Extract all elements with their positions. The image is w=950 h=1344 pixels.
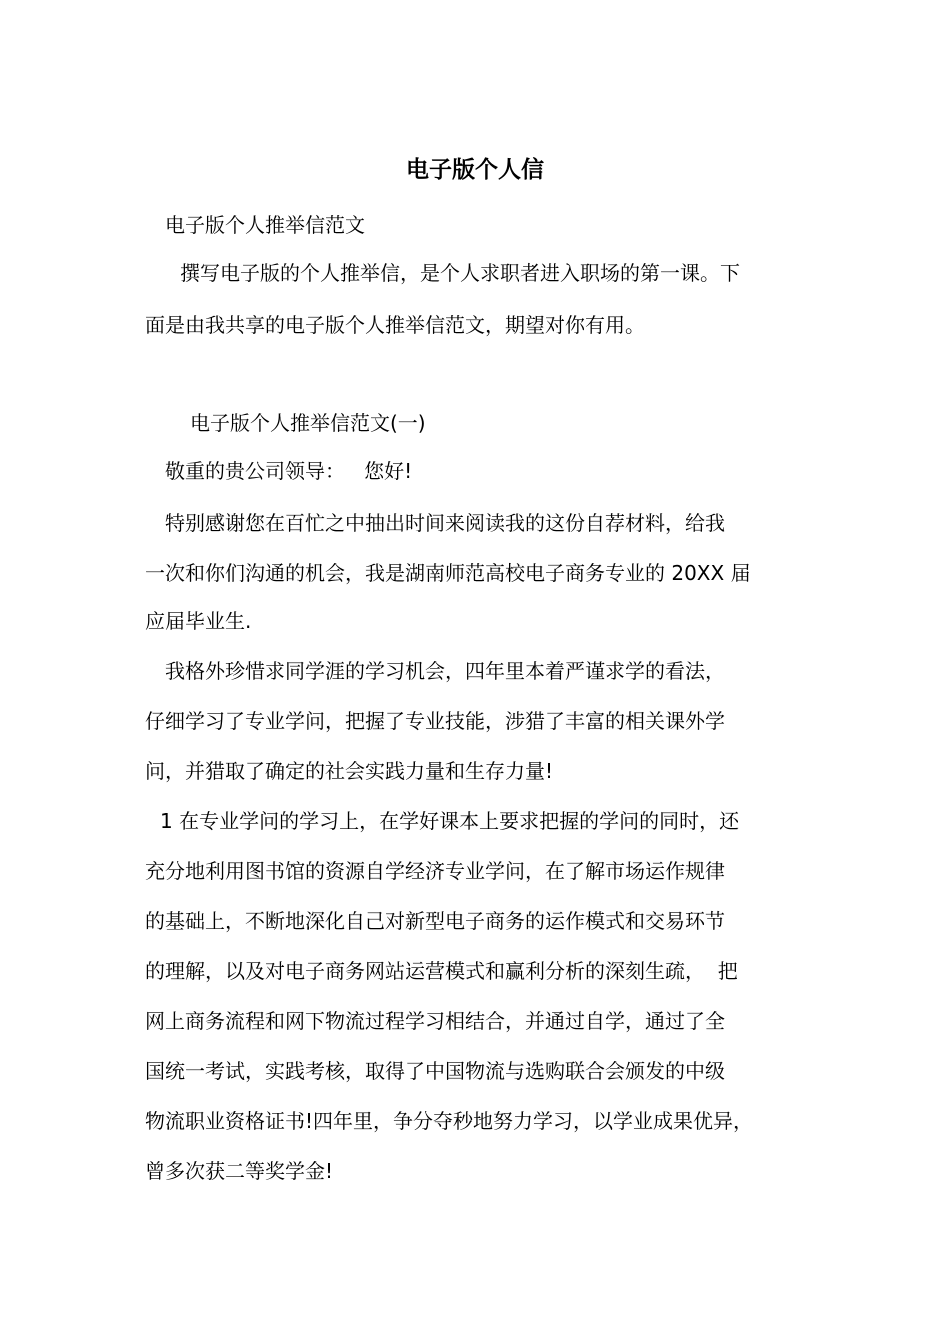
paragraph-line: 我格外珍惜求同学涯的学习机会，四年里本着严谨求学的看法， [165, 659, 725, 683]
section-heading: 电子版个人推举信范文(一) [190, 411, 426, 435]
intro-line: 面是由我共享的电子版个人推举信范文，期望对你有用。 [145, 313, 645, 337]
document-subtitle: 电子版个人推举信范文 [165, 213, 365, 237]
paragraph-line: 特别感谢您在百忙之中抽出时间来阅读我的这份自荐材料，给我 [165, 511, 725, 535]
paragraph-line: 的基础上，不断地深化自己对新型电子商务的运作模式和交易环节 [145, 909, 725, 933]
paragraph-line: 问，并猎取了确定的社会实践力量和生存力量! [145, 759, 554, 783]
paragraph-line: 应届毕业生. [145, 609, 252, 633]
paragraph-line: 国统一考试，实践考核，取得了中国物流与选购联合会颁发的中级 [145, 1059, 725, 1083]
paragraph-line: 充分地利用图书馆的资源自学经济专业学问，在了解市场运作规律 [145, 859, 725, 883]
paragraph-line: 的理解，以及对电子商务网站运营模式和赢利分析的深刻生疏， 把 [145, 959, 738, 983]
paragraph-line: 网上商务流程和网下物流过程学习相结合，并通过自学，通过了全 [145, 1009, 725, 1033]
paragraph-line: 物流职业资格证书!四年里，争分夺秒地努力学习，以学业成果优异， [145, 1109, 754, 1133]
paragraph-line: 1 在专业学问的学习上，在学好课本上要求把握的学问的同时，还 [160, 809, 740, 833]
document-title: 电子版个人信 [406, 157, 544, 183]
greeting-line: 敬重的贵公司领导： 您好! [165, 459, 413, 483]
paragraph-line: 仔细学习了专业学问，把握了专业技能，涉猎了丰富的相关课外学 [145, 709, 725, 733]
paragraph-line: 一次和你们沟通的机会，我是湖南师范高校电子商务专业的 20XX 届 [145, 561, 751, 585]
intro-line: 撰写电子版的个人推举信，是个人求职者进入职场的第一课。下 [180, 261, 740, 285]
paragraph-line: 曾多次获二等奖学金! [145, 1159, 334, 1183]
